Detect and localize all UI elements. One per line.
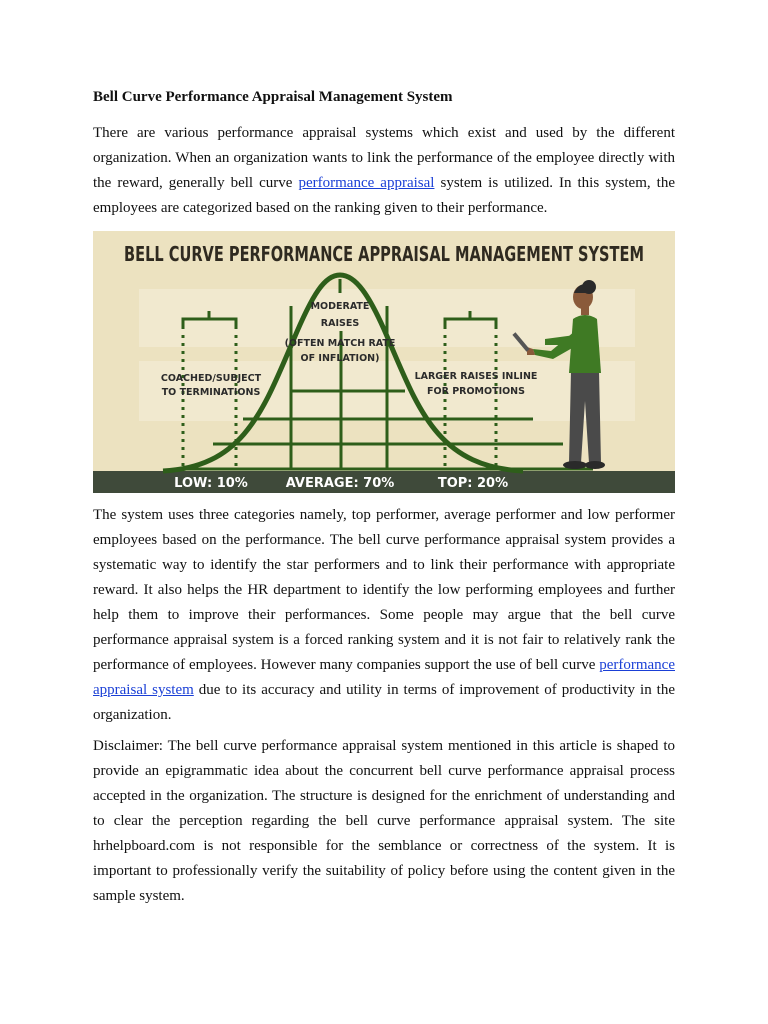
categories-paragraph (93, 503, 675, 728)
bell-curve-illustration (93, 231, 675, 493)
document-title: Bell Curve Performance Appraisal Management System (93, 89, 453, 105)
intro-paragraph (93, 121, 675, 221)
intro-text-start: There are various performance appraisal systems which exist and used by the different organization. When an organization wants to link the performance of the employee directly with the reward, generally bell curve (93, 125, 675, 191)
bell-curve-infographic (93, 231, 675, 493)
left-label-line1: COACHED/SUBJECT (160, 373, 262, 384)
performance-appraisal-link[interactable]: performance appraisal (298, 175, 435, 191)
middle-label-line4: OF INFLATION) (300, 353, 380, 364)
bottom-label-average: AVERAGE: 70% (285, 476, 395, 491)
disclaimer-paragraph: Disclaimer: The bell curve performance appraisal system mentioned in this article is shaped to provide an epigrammatic idea about the concurrent bell curve performance appraisal process accepted in the organization. The structure is designed for the enrichment of understanding and to clear the perception regarding the bell curve performance appraisal system. The site hrhelpboard.com is not responsible for the semblance or correctness of the system. It is important to professionally verify the suitability of policy before using the content given in the sample system. (93, 738, 675, 904)
middle-label-line3: (OFTEN MATCH RATE (284, 338, 396, 349)
middle-label-line1: MODERATE (310, 301, 370, 312)
performance-appraisal-system-link[interactable]: performance appraisal system (93, 657, 675, 698)
figure-heading: BELL CURVE PERFORMANCE APPRAISAL MANAGEMENT SYSTEM (124, 242, 644, 266)
categories-text-start: The system uses three categories namely, top performer, average performer and low performer employees based on the performance. The bell curve performance appraisal system provides a systematic way to identify the star performers and to link their performance with appropriate reward. It also helps the HR department to identify the low performing employees and further help them to improve their performances. Some people may argue that the bell curve performance appraisal system is a forced ranking system and it is not fair to relatively rank the performance of employees. However many companies support the use of bell curve (93, 507, 675, 673)
intro-text-end: system is utilized. In this system, the employees are categorized based on the ranking given to their performance. (93, 175, 675, 216)
bottom-label-top: TOP: 20% (437, 476, 509, 491)
bottom-label-low: LOW: 10% (174, 476, 248, 491)
right-label-line1: LARGER RAISES INLINE (414, 371, 538, 382)
middle-label-line2: RAISES (320, 318, 360, 329)
document-body (93, 87, 675, 909)
left-label-line2: TO TERMINATIONS (161, 387, 261, 398)
right-label-line2: FOR PROMOTIONS (427, 386, 525, 397)
categories-text-end: due to its accuracy and utility in terms of improvement of productivity in the organization. (93, 682, 676, 723)
